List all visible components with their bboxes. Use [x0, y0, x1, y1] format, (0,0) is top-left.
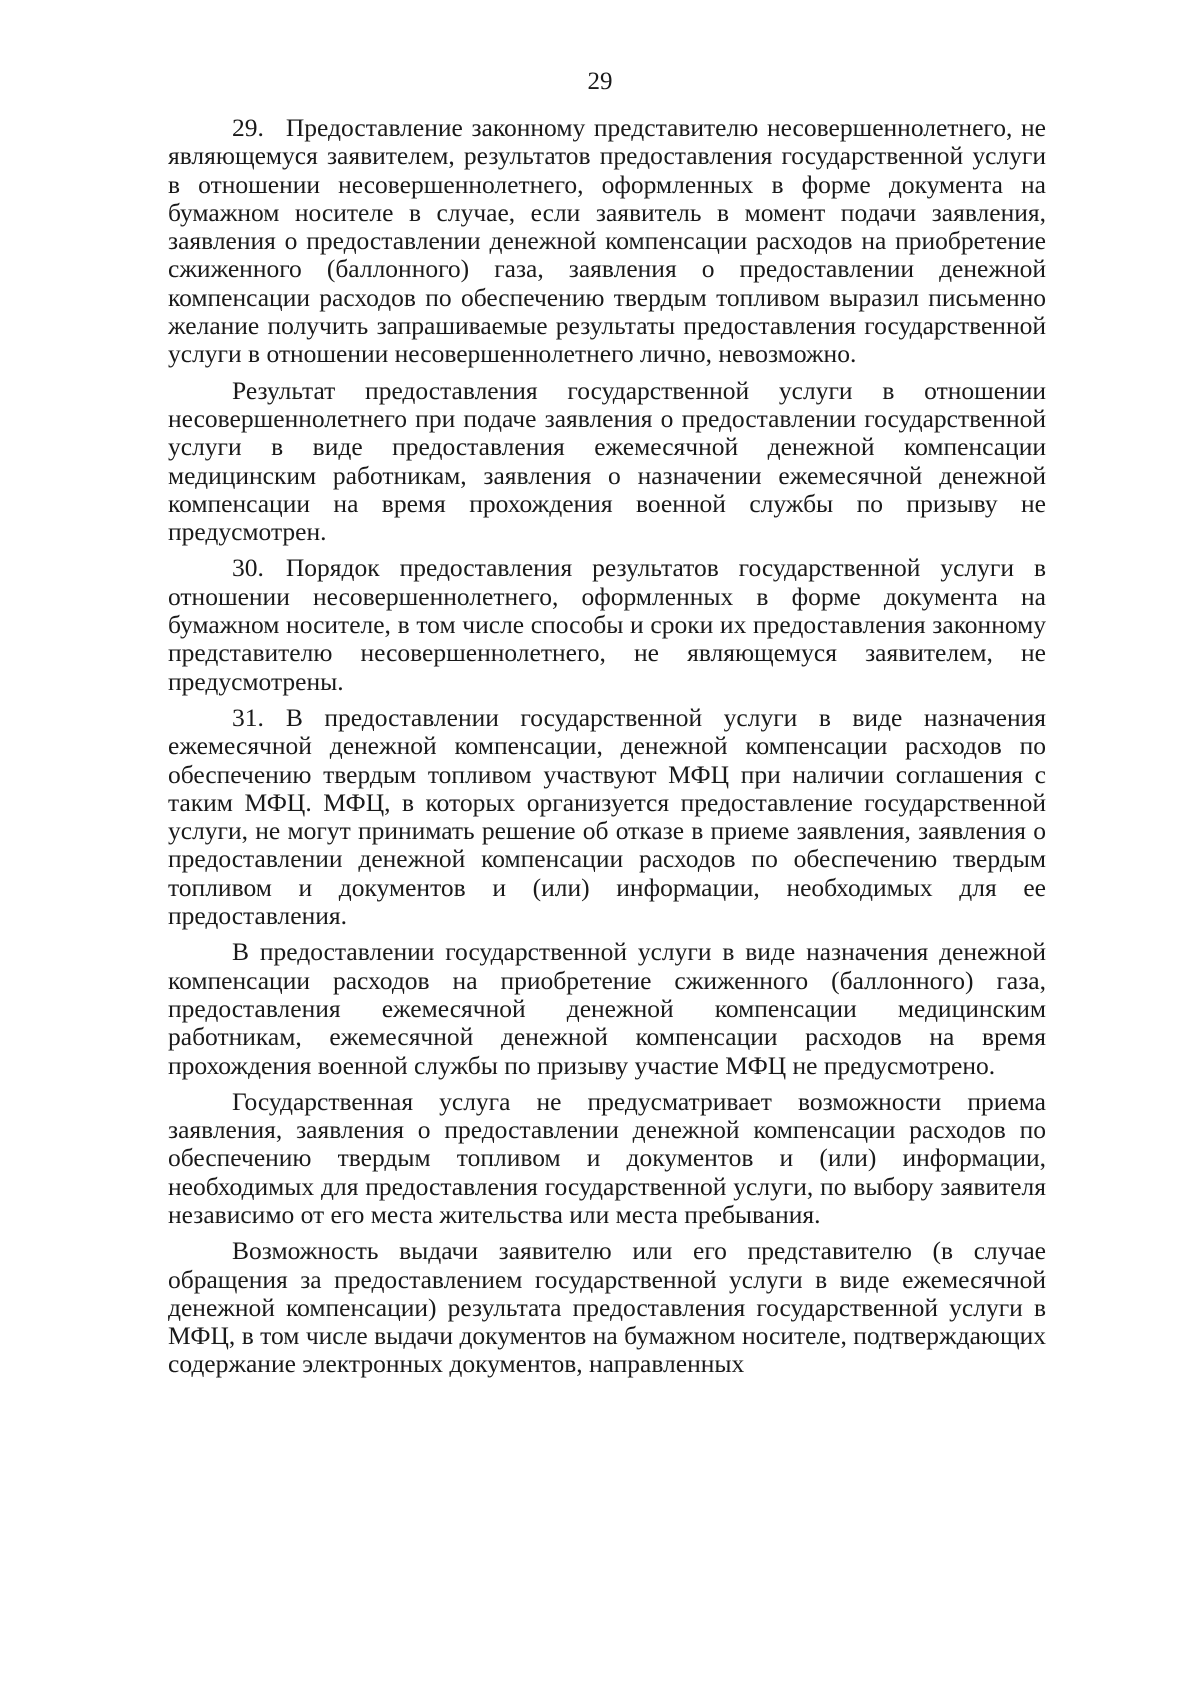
- paragraph-text: Порядок предоставления результатов государственной услуги в отношении несовершеннолетнего, оформленных в форме документа на бумажном носителе, в том числе способы и сроки их предоставления законному представителю несовершеннолетнего, не являющемуся заявителем, не предусмотрены.: [168, 553, 1046, 696]
- paragraph-number: 29.: [232, 113, 264, 142]
- document-body: [168, 114, 1046, 1387]
- paragraph-text: Государственная услуга не предусматривает возможности приема заявления, заявления о предоставлении денежной компенсации расходов по обеспечению твердым топливом и документов и (или) информации, необходимых для предоставления государственной услуги, по выбору заявителя независимо от его места жительства или места пребывания.: [168, 1086, 1046, 1229]
- paragraph-31: [168, 704, 1046, 930]
- paragraph-30: [168, 554, 1046, 695]
- paragraph-31-issuance: [168, 1237, 1046, 1378]
- paragraph-text: Результат предоставления государственной услуги в отношении несовершеннолетнего при подаче заявления о предоставлении государственной услуги в виде предоставления ежемесячной денежной компенсации медицинским работникам, заявления о назначении ежемесячной денежной компенсации на время прохождения военной службы по призыву не предусмотрен.: [168, 375, 1046, 547]
- paragraph-29-result: [168, 377, 1046, 547]
- paragraph-text: Возможность выдачи заявителю или его представителю (в случае обращения за предоставлением государственной услуги в виде ежемесячной денежной компенсации) результата предоставления государственной услуги в МФЦ, в том числе выдачи документов на бумажном носителе, подтверждающих содержание электронных документов, направленных: [168, 1236, 1046, 1379]
- paragraph-text: В предоставлении государственной услуги в виде назначения денежной компенсации расходов на приобретение сжиженного (баллонного) газа, предоставления ежемесячной денежной компенсации медицинским работникам, ежемесячной денежной компенсации расходов на время прохождения военной службы по призыву участие МФЦ не предусмотрено.: [168, 937, 1046, 1080]
- paragraph-29: [168, 114, 1046, 369]
- paragraph-number: 31.: [232, 702, 264, 732]
- paragraph-31-mfc: [168, 938, 1046, 1079]
- paragraph-number: 30.: [232, 553, 264, 583]
- paragraph-text: В предоставлении государственной услуги в виде назначения ежемесячной денежной компенсации, денежной компенсации расходов по обеспечению твердым топливом участвуют МФЦ при наличии соглашения с таким МФЦ. МФЦ, в которых организуется предоставление государственной услуги, не могут принимать решение об отказе в приеме заявления, заявления о предоставлении денежной компенсации расходов по обеспечению твердым топливом и документов и (или) информации, необходимых для ее предоставления.: [168, 702, 1046, 931]
- page-number: 29: [587, 68, 613, 95]
- paragraph-31-no-choice: [168, 1088, 1046, 1229]
- paragraph-text: Предоставление законному представителю несовершеннолетнего, не являющемуся заявителем, результатов предоставления государственной услуги в отношении несовершеннолетнего, оформленных в форме документа на бумажном носителе в случае, если заявитель в момент подачи заявления, заявления о предоставлении денежной компенсации расходов на приобретение сжиженного (баллонного) газа, заявления о предоставлении денежной компенсации расходов по обеспечению твердым топливом выразил письменно желание получить запрашиваемые результаты предоставления государственной услуги в отношении несовершеннолетнего лично, невозможно.: [168, 113, 1046, 369]
